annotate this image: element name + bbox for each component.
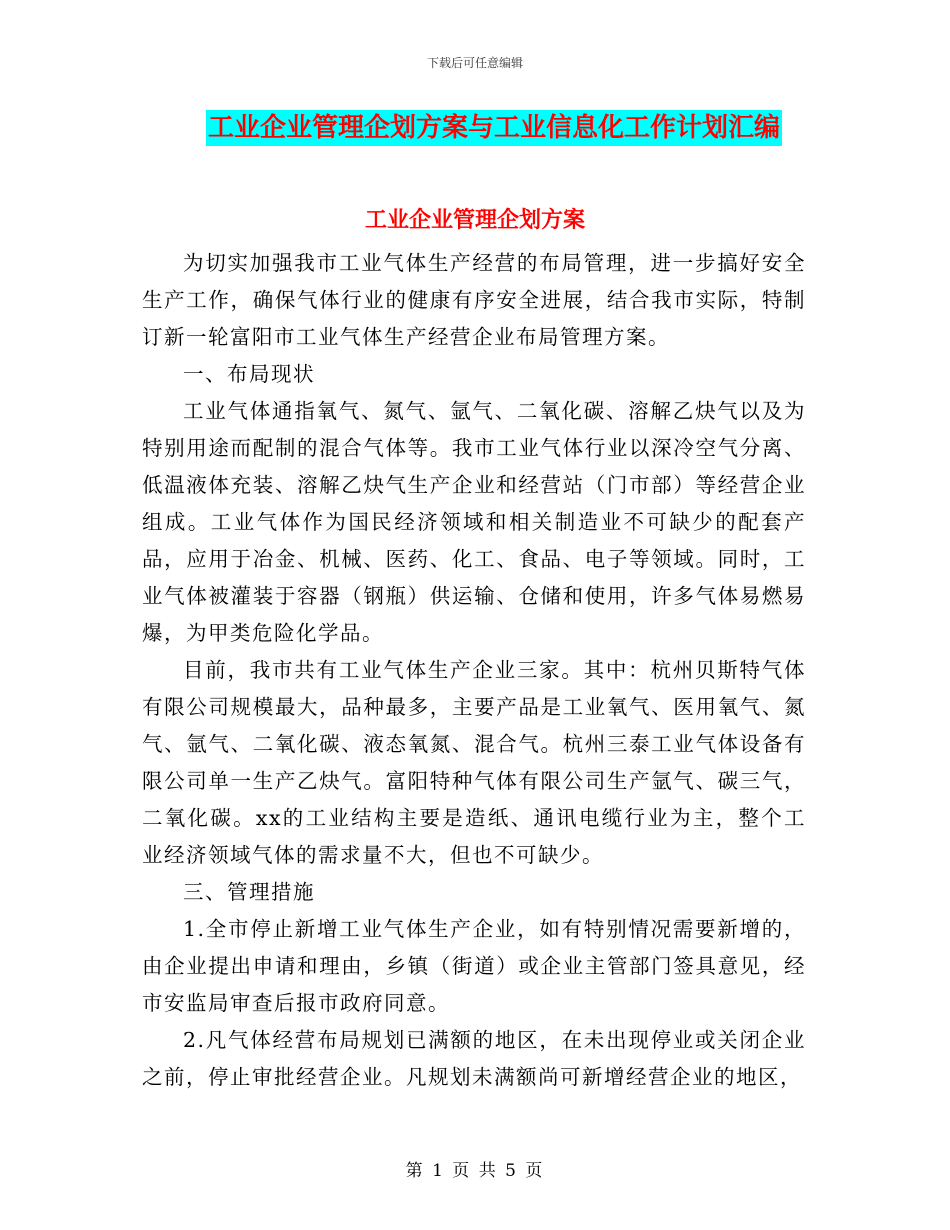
- paragraph-measure-1: 1.全市停止新增工业气体生产企业，如有特别情况需要新增的，由企业提出申请和理由，乡镇（街道）或企业主管部门签具意见，经市安监局审查后报市政府同意。: [142, 917, 806, 1015]
- header-note: 下载后可任意编辑: [426, 56, 523, 70]
- paragraph-intro: 为切实加强我市工业气体生产经营的布局管理，进一步搞好安全生产工作，确保气体行业的健康有序安全进展，结合我市实际，特制订新一轮富阳市工业气体生产经营企业布局管理方案。: [142, 251, 806, 349]
- document-body: [142, 245, 806, 1096]
- paragraph-layout-status: 工业气体通指氧气、氮气、氩气、二氧化碳、溶解乙炔气以及为特别用途而配制的混合气体等。我市工业气体行业以深冷空气分离、低温液体充装、溶解乙炔气生产企业和经营站（门市部）等经营企业组成。工业气体作为国民经济领域和相关制造业不可缺少的配套产品，应用于冶金、机械、医药、化工、食品、电子等领域。同时，工业气体被灌装于容器（钢瓶）供运输、仓储和使用，许多气体易燃易爆，为甲类危险化学品。: [142, 399, 806, 645]
- paragraph-measure-2: 2.凡气体经营布局规划已满额的地区，在未出现停业或关闭企业之前，停止审批经营企业。凡规划未满额尚可新增经营企业的地区，: [142, 1028, 806, 1089]
- document-main-title: 工业企业管理企划方案与工业信息化工作计划汇编: [206, 110, 782, 146]
- heading-management-measures: 三、管理措施: [183, 880, 315, 904]
- section-title: 工业企业管理企划方案: [364, 208, 585, 233]
- heading-layout-status: 一、布局现状: [183, 362, 315, 386]
- page-footer: 第 1 页 共 5 页: [405, 1161, 545, 1181]
- paragraph-current-enterprises: 目前，我市共有工业气体生产企业三家。其中：杭州贝斯特气体有限公司规模最大，品种最多，主要产品是工业氧气、医用氧气、氮气、氩气、二氧化碳、液态氧氮、混合气。杭州三泰工业气体设备有限公司单一生产乙炔气。富阳特种气体有限公司生产氩气、碳三气，二氧化碳。xx的工业结构主要是造纸、通讯电缆行业为主，整个工业经济领域气体的需求量不大，但也不可缺少。: [142, 658, 806, 867]
